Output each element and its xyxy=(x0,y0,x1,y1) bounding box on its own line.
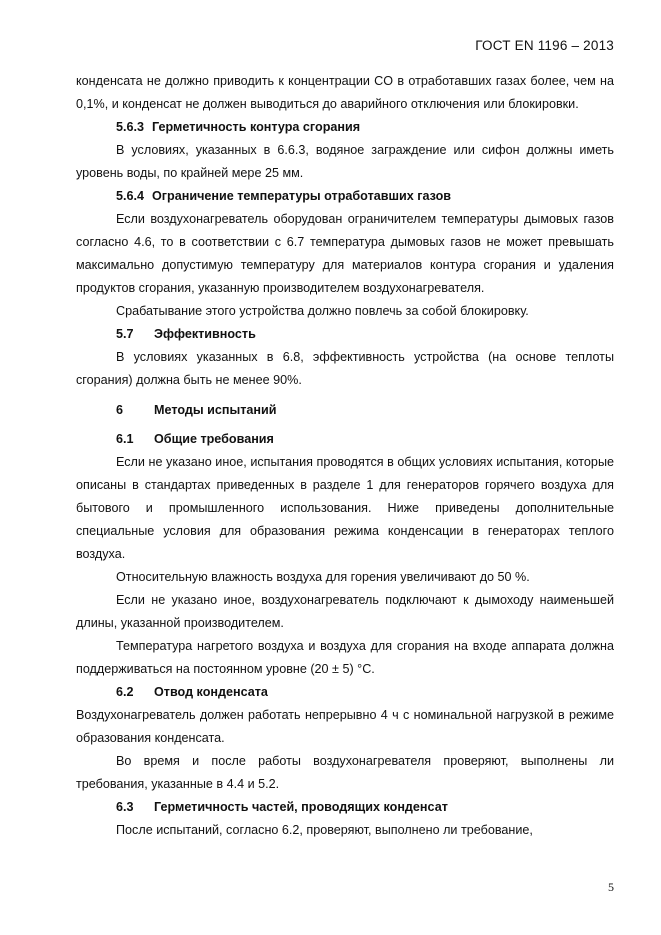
section-title: Герметичность контура сгорания xyxy=(152,120,361,134)
section-6-3-heading xyxy=(76,796,614,819)
paragraph: Срабатывание этого устройства должно повлечь за собой блокировку. xyxy=(116,304,529,318)
paragraph: Воздухонагреватель должен работать непрерывно 4 ч с номинальной нагрузкой в режиме образования конденсата. xyxy=(76,708,614,745)
section-5-6-3-heading xyxy=(76,116,614,139)
section-5-7-heading xyxy=(76,323,614,346)
paragraph: В условиях указанных в 6.8, эффективность устройства (на основе теплоты сгорания) должна быть не менее 90%. xyxy=(76,350,614,387)
section-title: Методы испытаний xyxy=(154,403,277,417)
paragraph: Если не указано иное, испытания проводятся в общих условиях испытания, которые описаны в стандартах приведенных в разделе 1 для генераторов горячего воздуха для бытового и промышленного использования. Ниже приведены дополнительные специальные условия для образования режима конденсации в генераторах теплого воздуха. xyxy=(76,455,614,561)
section-number: 5.6.3 xyxy=(116,120,145,134)
section-title: Герметичность частей, проводящих конденсат xyxy=(154,800,448,814)
section-number: 6.3 xyxy=(116,800,134,814)
section-number: 6 xyxy=(116,403,124,417)
section-number: 5.6.4 xyxy=(116,189,145,203)
paragraph-continuation: конденсата не должно приводить к концентрации CO в отработавших газах более, чем на 0,1%, и конденсат не должен выводиться до аварийного отключения или блокировки. xyxy=(76,74,614,111)
paragraph: В условиях, указанных в 6.6.3, водяное заграждение или сифон должны иметь уровень воды, по крайней мере 25 мм. xyxy=(76,143,614,180)
section-6-heading xyxy=(76,399,614,422)
section-title: Эффективность xyxy=(154,327,256,341)
section-title: Ограничение температуры отработавших газов xyxy=(152,189,452,203)
paragraph: Если воздухонагреватель оборудован ограничителем температуры дымовых газов согласно 4.6, то в соответствии с 6.7 температура дымовых газов не может превышать максимально допустимую температуру для материалов контура сгорания и удаления продуктов сгорания, указанную производителем воздухонагревателя. xyxy=(76,212,614,295)
paragraph: Температура нагретого воздуха и воздуха для сгорания на входе аппарата должна поддерживаться на постоянном уровне (20 ± 5) °С. xyxy=(76,639,614,676)
section-6-2-heading xyxy=(76,681,614,704)
section-number: 5.7 xyxy=(116,327,134,341)
paragraph: Относительную влажность воздуха для горения увеличивают до 50 %. xyxy=(116,570,530,584)
section-number: 6.2 xyxy=(116,685,134,699)
document-header: ГОСТ EN 1196 – 2013 xyxy=(475,38,614,53)
section-6-1-heading xyxy=(76,428,614,451)
section-5-6-4-heading xyxy=(76,185,614,208)
paragraph: После испытаний, согласно 6.2, проверяют, выполнено ли требование, xyxy=(116,823,533,837)
paragraph: Если не указано иное, воздухонагреватель подключают к дымоходу наименьшей длины, указанной производителем. xyxy=(76,593,614,630)
paragraph: Во время и после работы воздухонагревателя проверяют, выполнены ли требования, указанные в 4.4 и 5.2. xyxy=(76,754,614,791)
page-number: 5 xyxy=(608,880,614,894)
section-title: Общие требования xyxy=(154,432,274,446)
section-number: 6.1 xyxy=(116,432,134,446)
document-body xyxy=(76,70,614,842)
section-title: Отвод конденсата xyxy=(154,685,268,699)
